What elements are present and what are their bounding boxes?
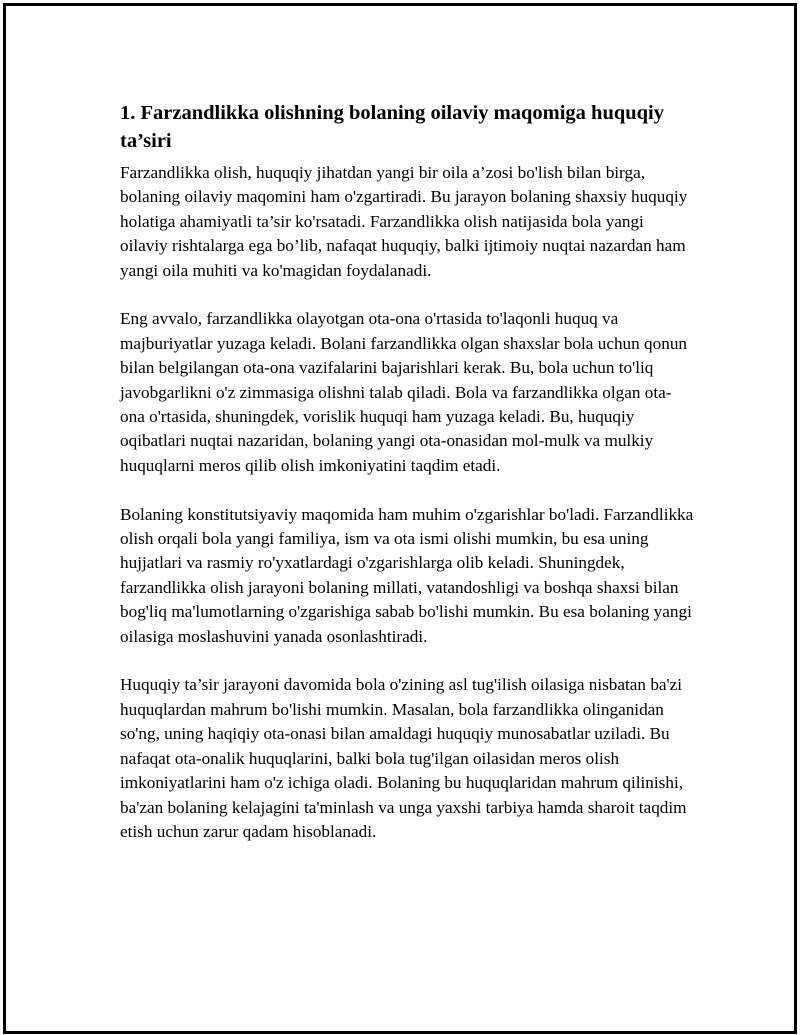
paragraph-4: Huquqiy ta’sir jarayoni davomida bola o'zining asl tug'ilish oilasiga nisbatan ba'zi huquqlardan mahrum bo'lishi mumkin. Masalan, bola farzandlikka olinganidan so'ng, uning haqiqiy ota-onasi bilan amaldagi huquqiy munosabatlar uziladi. Bu nafaqat ota-onalik huquqlarini, balki bola tug'ilgan oilasidan meros olish imkoniyatlarini ham o'z ichiga oladi. Bolaning bu huquqlaridan mahrum qilinishi, ba'zan bolaning kelajagini ta'minlash va unga yaxshi tarbiya hamda sharoit taqdim etish uchun zarur qadam hisoblanadi. bbox=[120, 675, 687, 841]
paragraph-1: Farzandlikka olish, huquqiy jihatdan yangi bir oila a’zosi bo'lish bilan birga, bolaning oilaviy maqomini ham o'zgartiradi. Bu jarayon bolaning shaxsiy huquqiy holatiga ahamiyatli ta’sir ko'rsatadi. Farzandlikka olish natijasida bola yangi oilaviy rishtalarga ega bo’lib, nafaqat huquqiy, balki ijtimoiy nuqtai nazardan ham yangi oila muhiti va ko'magidan foydalanadi. bbox=[120, 163, 688, 280]
document-page bbox=[3, 3, 797, 1034]
document-body bbox=[120, 99, 695, 869]
paragraph-3: Bolaning konstitutsiyaviy maqomida ham muhim o'zgarishlar bo'ladi. Farzandlikka olish orqali bola yangi familiya, ism va ota ismi olishi mumkin, bu esa uning hujjatlari va rasmiy ro'yxatlardagi o'zgarishlarga olib keladi. Shuningdek, farzandlikka olish jarayoni bolaning millati, vatandoshligi va boshqa shaxsi bilan bog'liq ma'lumotlarning o'zgarishiga sabab bo'lishi mumkin. Bu esa bolaning yangi oilasiga moslashuvini yanada osonlashtiradi. bbox=[120, 504, 694, 646]
section-title: 1. Farzandlikka olishning bolaning oilaviy maqomiga huquqiy ta’siri bbox=[120, 102, 664, 152]
paragraph-2: Eng avvalo, farzandlikka olayotgan ota-ona o'rtasida to'laqonli huquq va majburiyatlar yuzaga keladi. Bolani farzandlikka olgan shaxslar bola uchun qonun bilan belgilangan ota-ona vazifalarini bajarishlari kerak. Bu, bola uchun to'liq javobgarlikni o'z zimmasiga olishni talab qiladi. Bola va farzandlikka olgan ota-ona o'rtasida, shuningdek, vorislik huquqi ham yuzaga keladi. Bu, huquqiy oqibatlari nuqtai nazaridan, bolaning yangi ota-onasidan mol-mulk va mulkiy huquqlarni meros qilib olish imkoniyatini taqdim etadi. bbox=[120, 309, 688, 475]
